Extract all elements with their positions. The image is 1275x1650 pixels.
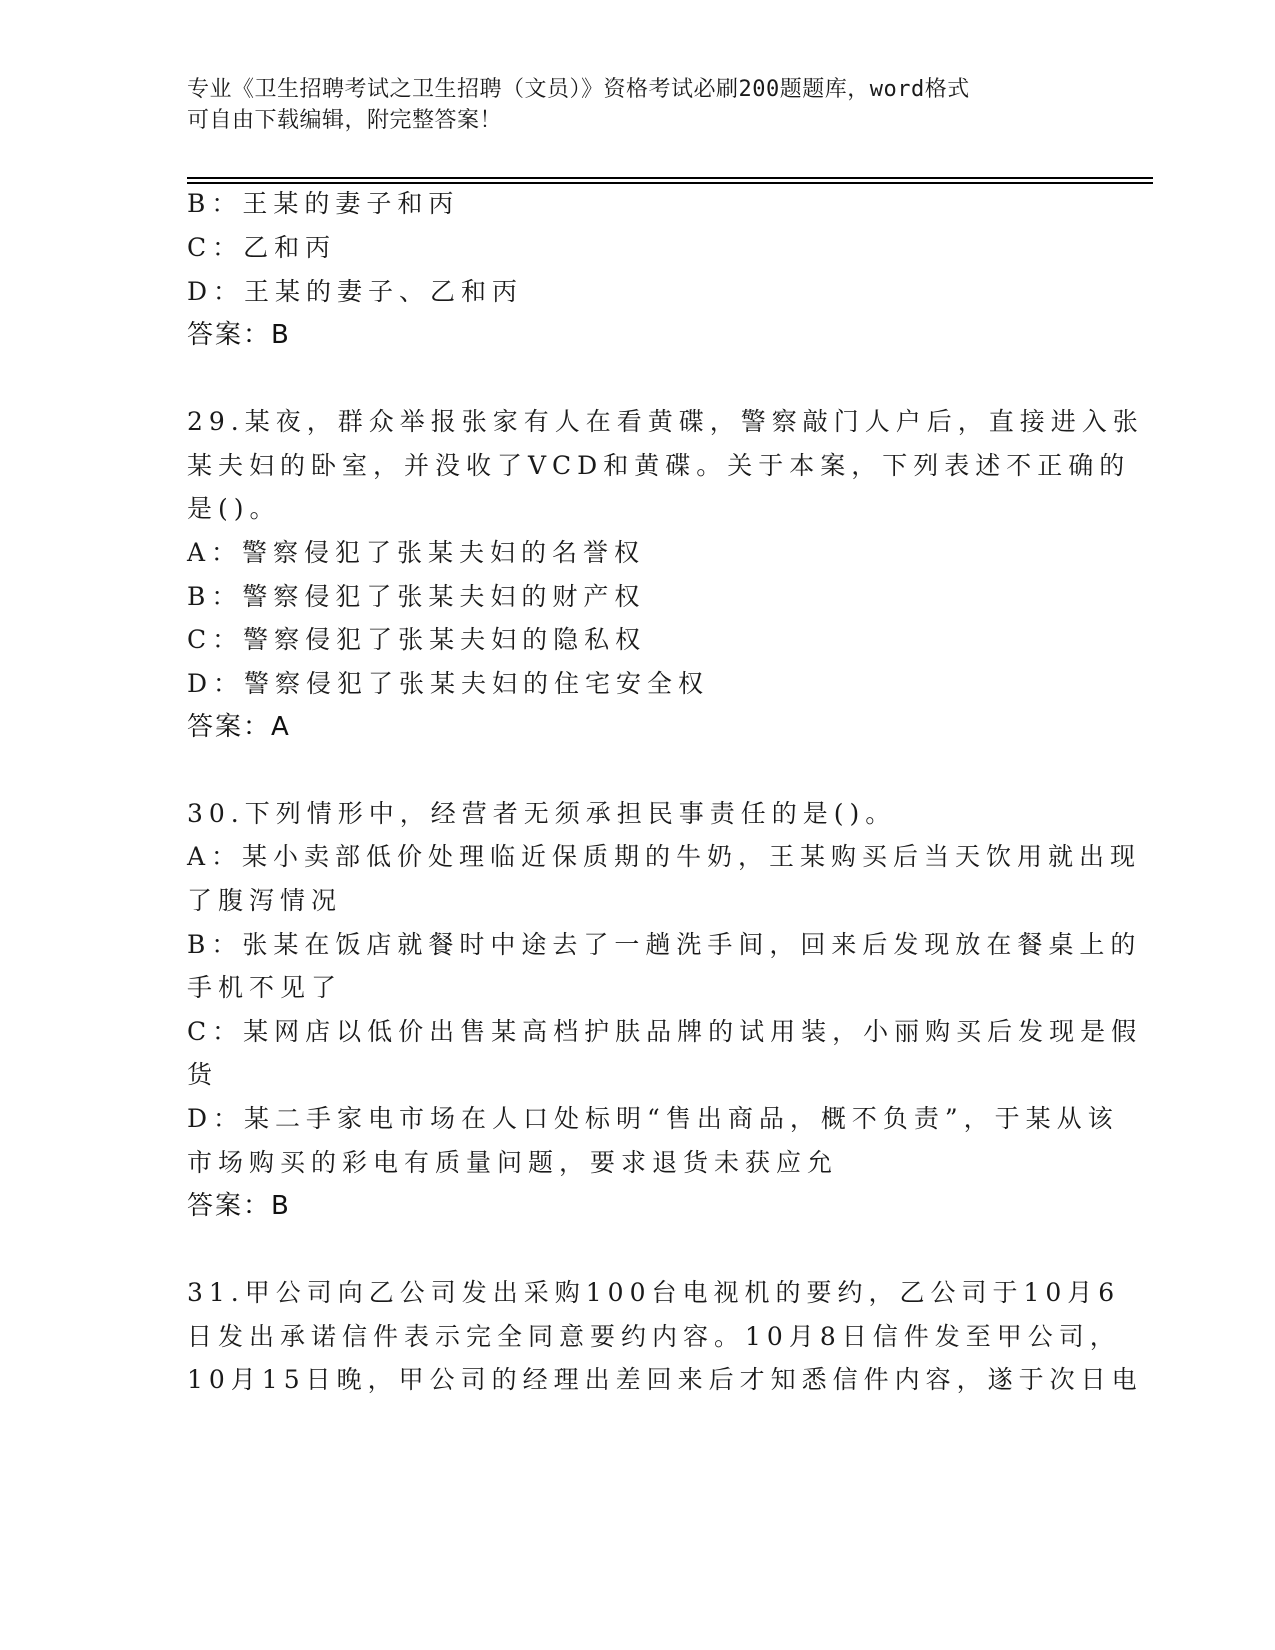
- q29-option-a: A：警察侵犯了张某夫妇的名誉权: [187, 538, 646, 567]
- q30-option-b-line-1: B：张某在饭店就餐时中途去了一趟洗手间，回来后发现放在餐桌上的: [187, 930, 1142, 959]
- q29-option-d: D：警察侵犯了张某夫妇的住宅安全权: [187, 669, 710, 698]
- q30-option-d-line-1: D：某二手家电市场在人口处标明“售出商品，概不负责”，于某从该: [187, 1104, 1119, 1133]
- q31-stem-line-1: 31.甲公司向乙公司发出采购100台电视机的要约，乙公司于10月6: [187, 1278, 1121, 1307]
- header-line-2: 可自由下载编辑，附完整答案！: [187, 108, 503, 133]
- q29-option-b: B：警察侵犯了张某夫妇的财产权: [187, 582, 646, 611]
- q30-answer: 答案：B: [187, 1191, 291, 1221]
- header-line-1: 专业《卫生招聘考试之卫生招聘（文员）》资格考试必刷200题题库，word格式: [187, 77, 970, 102]
- q29-stem-line-3: 是()。: [187, 494, 281, 523]
- q29-answer: 答案：A: [187, 712, 291, 742]
- q28-option-d: D：王某的妻子、乙和丙: [187, 277, 524, 306]
- header-divider-top: [187, 177, 1153, 179]
- header-divider-bottom: [187, 182, 1153, 184]
- q30-option-b-line-2: 手机不见了: [187, 973, 343, 1002]
- q30-option-a-line-1: A：某小卖部低价处理临近保质期的牛奶，王某购买后当天饮用就出现: [187, 842, 1142, 871]
- page-header: [187, 74, 1067, 136]
- q29-option-c: C：警察侵犯了张某夫妇的隐私权: [187, 625, 647, 654]
- q30-option-a-line-2: 了腹泻情况: [187, 886, 343, 915]
- q28-option-c: C：乙和丙: [187, 233, 337, 262]
- q29-stem-line-2: 某夫妇的卧室，并没收了VCD和黄碟。关于本案，下列表述不正确的: [187, 451, 1131, 480]
- q28-option-b: B：王某的妻子和丙: [187, 189, 460, 218]
- q31-stem-line-3: 10月15日晚，甲公司的经理出差回来后才知悉信件内容，遂于次日电: [187, 1365, 1143, 1394]
- q30-stem-line-1: 30.下列情形中，经营者无须承担民事责任的是()。: [187, 799, 897, 828]
- q30-option-c-line-2: 货: [187, 1060, 219, 1089]
- q29-stem-line-1: 29.某夜，群众举报张家有人在看黄碟，警察敲门人户后，直接进入张: [187, 407, 1144, 436]
- q28-answer: 答案：B: [187, 320, 291, 350]
- q31-stem-line-2: 日发出承诺信件表示完全同意要约内容。10月8日信件发至甲公司，: [187, 1322, 1121, 1351]
- q30-option-d-line-2: 市场购买的彩电有质量问题，要求退货未获应允: [187, 1148, 839, 1177]
- q30-option-c-line-1: C：某网店以低价出售某高档护肤品牌的试用装，小丽购买后发现是假: [187, 1017, 1143, 1046]
